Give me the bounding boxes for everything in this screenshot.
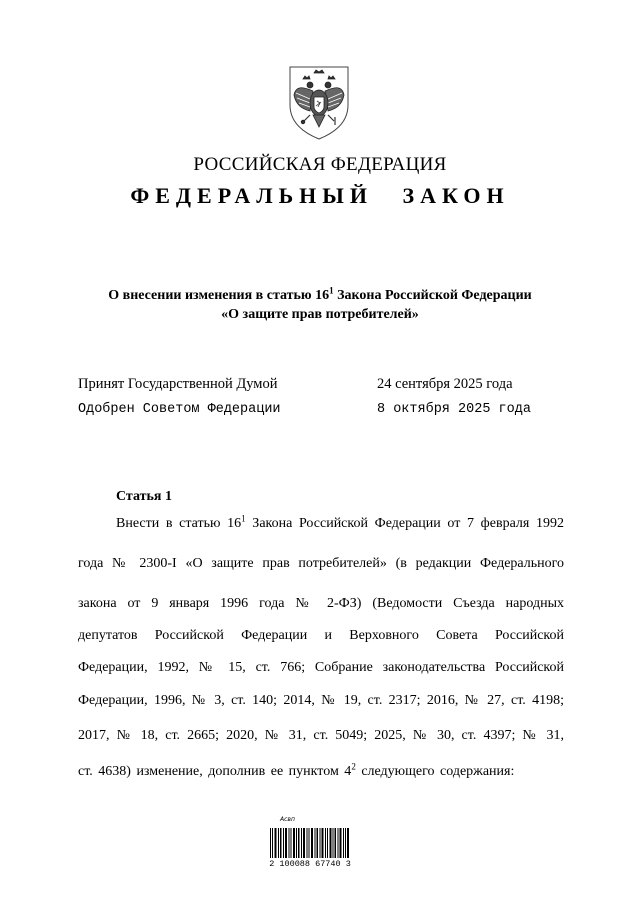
article-text-line [78, 761, 564, 780]
article-text-part: ст. 4638) изменение, дополнив ее пунктом 4 [78, 764, 352, 779]
barcode-bars [270, 828, 350, 858]
article-text-line: 2017, № 18, ст. 2665; 2020, № 31, ст. 5049; 2025, № 30, ст. 4397; № 31, [78, 728, 564, 743]
article-heading: Статья 1 [116, 489, 172, 504]
barcode-number: 2 100088 67740 3 [269, 859, 351, 869]
article-text-line: Федерации, 1992, № 15, ст. 766; Собрание законодательства Российской [78, 660, 564, 675]
article-text-part: следующего содержания: [355, 764, 515, 779]
coat-of-arms-emblem [286, 65, 352, 141]
article-superscript: 2 [351, 761, 356, 772]
article-text-line: закона от 9 января 1996 года № 2-ФЗ) (Ведомости Съезда народных [78, 596, 564, 611]
article-text-part: Внести в статью 16 [116, 516, 242, 531]
law-title-superscript: 1 [329, 285, 334, 296]
adoption-label: Одобрен Советом Федерации [78, 402, 281, 417]
document-type: ФЕДЕРАЛЬНЫЙ ЗАКОН [130, 183, 510, 208]
article-text-line: года № 2300-I «О защите прав потребителей» (в редакции Федерального [78, 556, 564, 571]
law-title-part: О внесении изменения в статью 16 [108, 288, 330, 303]
barcode-logo: Асвп [280, 816, 295, 823]
law-title-part: Закона Российской Федерации [333, 288, 532, 303]
article-text-line [116, 513, 564, 532]
law-title [60, 285, 580, 304]
adoption-label: Принят Государственной Думой [78, 376, 278, 392]
country-name: РОССИЙСКАЯ ФЕДЕРАЦИЯ [193, 154, 447, 175]
article-superscript: 1 [241, 513, 246, 524]
article-text-line: депутатов Российской Федерации и Верховного Совета Российской [78, 628, 564, 643]
article-text-line: Федерации, 1996, № 3, ст. 140; 2014, № 19, ст. 2317; 2016, № 27, ст. 4198; [78, 693, 564, 708]
law-title-line2: «О защите прав потребителей» [221, 307, 419, 322]
article-text-part: Закона Российской Федерации от 7 февраля 1992 [245, 516, 564, 531]
adoption-date: 8 октября 2025 года [377, 402, 531, 417]
adoption-date: 24 сентября 2025 года [377, 376, 513, 392]
